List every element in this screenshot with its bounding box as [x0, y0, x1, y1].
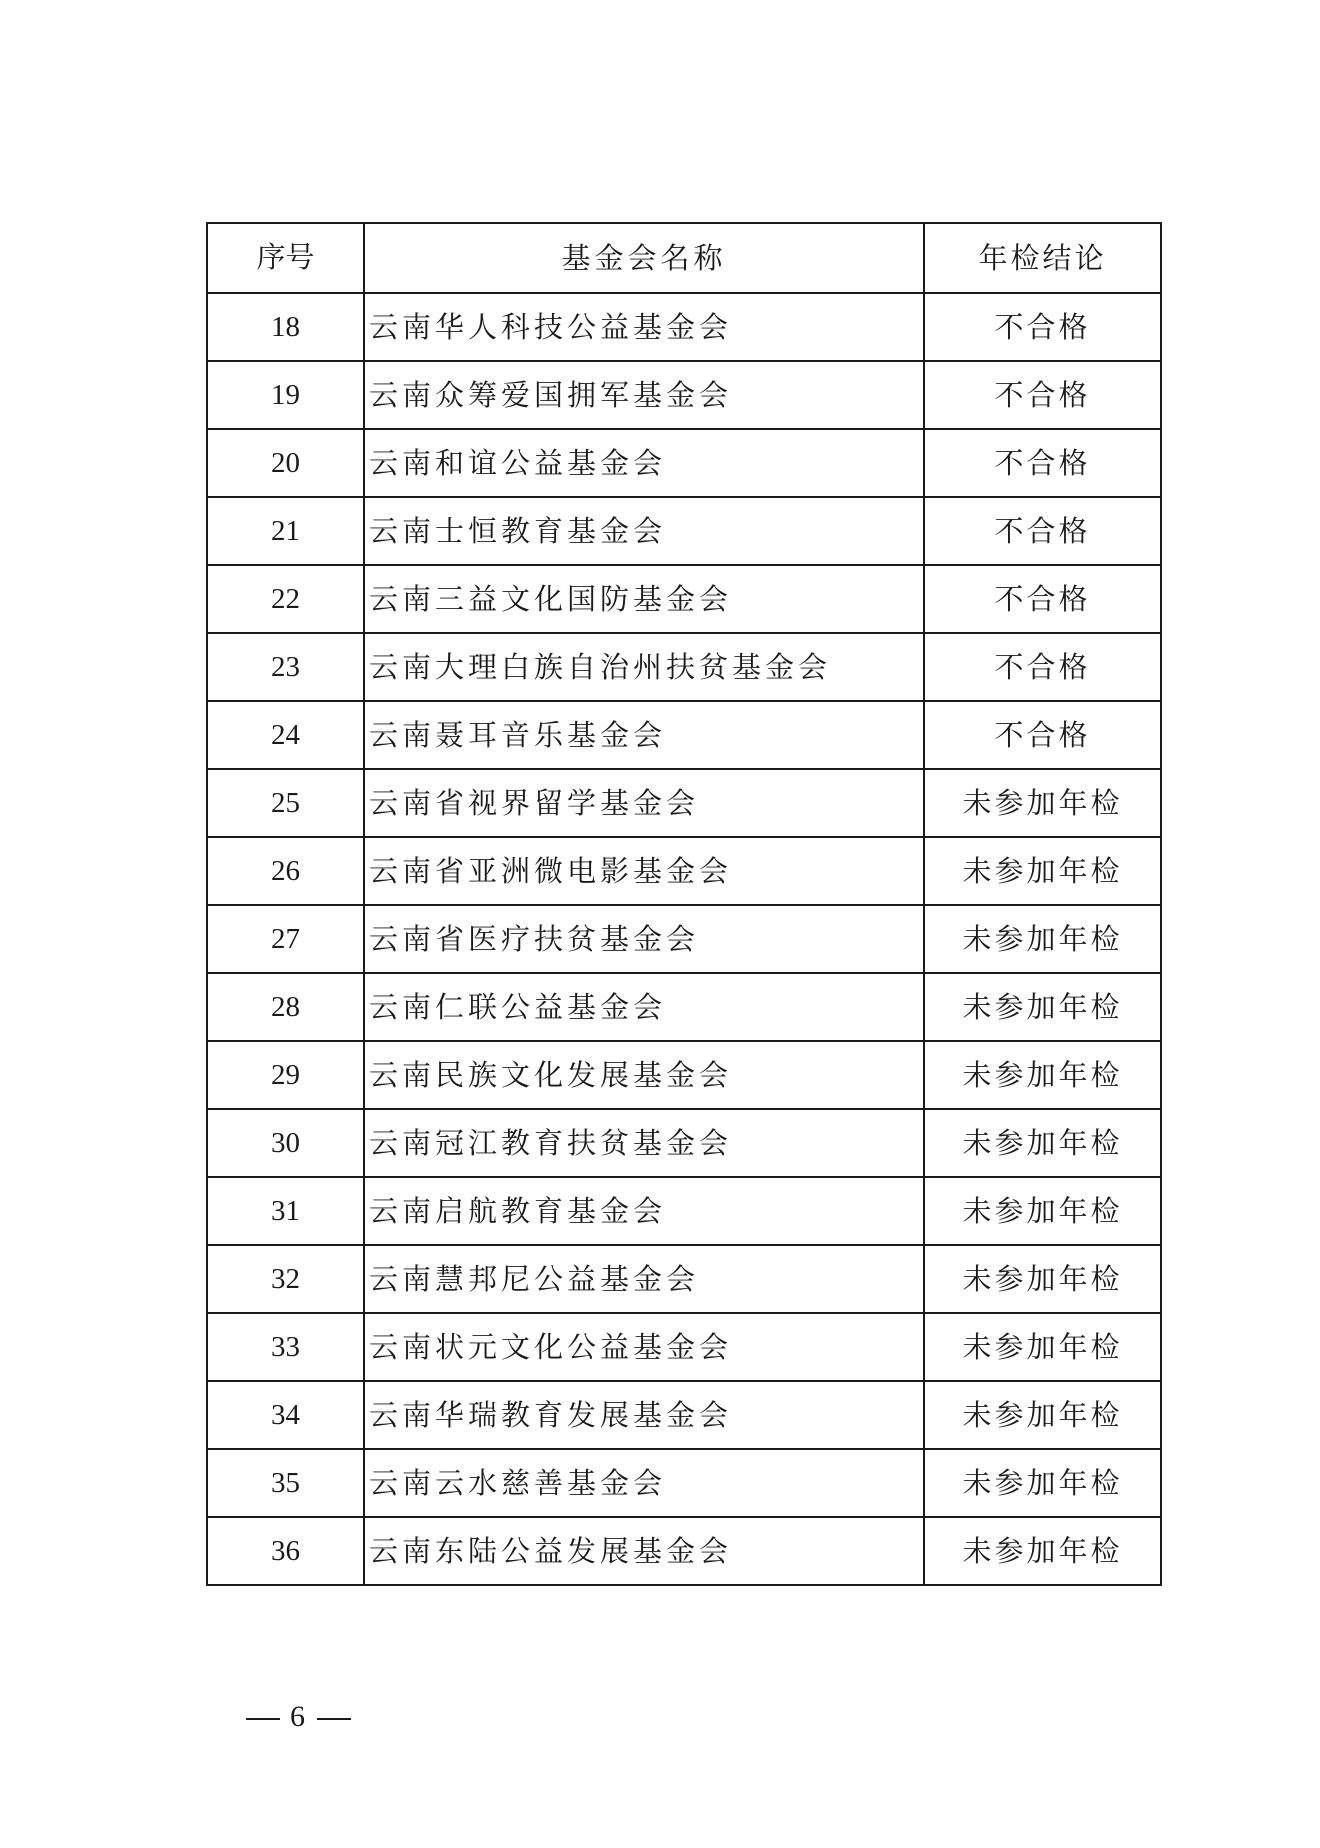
row-seq: 18	[207, 293, 364, 361]
row-name: 云南众筹爱国拥军基金会	[364, 361, 924, 429]
table-body	[207, 293, 1161, 1585]
row-seq: 24	[207, 701, 364, 769]
row-result: 未参加年检	[924, 1517, 1161, 1585]
row-seq: 32	[207, 1245, 364, 1313]
annual-inspection-table	[206, 222, 1162, 1586]
row-seq: 21	[207, 497, 364, 565]
row-name: 云南仁联公益基金会	[364, 973, 924, 1041]
table-row	[207, 1517, 1161, 1585]
row-result: 未参加年检	[924, 973, 1161, 1041]
row-result: 未参加年检	[924, 1177, 1161, 1245]
row-result: 未参加年检	[924, 1313, 1161, 1381]
row-seq: 31	[207, 1177, 364, 1245]
table-row	[207, 1381, 1161, 1449]
row-result: 未参加年检	[924, 837, 1161, 905]
row-name: 云南省视界留学基金会	[364, 769, 924, 837]
row-name: 云南华人科技公益基金会	[364, 293, 924, 361]
row-name: 云南和谊公益基金会	[364, 429, 924, 497]
page-number-value: 6	[290, 1700, 307, 1733]
row-name: 云南慧邦尼公益基金会	[364, 1245, 924, 1313]
row-seq: 28	[207, 973, 364, 1041]
row-result: 未参加年检	[924, 769, 1161, 837]
row-seq: 20	[207, 429, 364, 497]
row-result: 不合格	[924, 565, 1161, 633]
row-name: 云南士恒教育基金会	[364, 497, 924, 565]
table-row	[207, 1177, 1161, 1245]
row-seq: 30	[207, 1109, 364, 1177]
table-row	[207, 905, 1161, 973]
table-row	[207, 293, 1161, 361]
table-row	[207, 1313, 1161, 1381]
row-result: 未参加年检	[924, 1109, 1161, 1177]
row-seq: 29	[207, 1041, 364, 1109]
row-name: 云南启航教育基金会	[364, 1177, 924, 1245]
row-seq: 26	[207, 837, 364, 905]
table-row	[207, 1449, 1161, 1517]
row-seq: 36	[207, 1517, 364, 1585]
row-result: 不合格	[924, 633, 1161, 701]
row-seq: 25	[207, 769, 364, 837]
row-name: 云南省医疗扶贫基金会	[364, 905, 924, 973]
row-seq: 22	[207, 565, 364, 633]
row-result: 未参加年检	[924, 1041, 1161, 1109]
row-result: 不合格	[924, 361, 1161, 429]
row-seq: 23	[207, 633, 364, 701]
row-result: 不合格	[924, 701, 1161, 769]
row-name: 云南云水慈善基金会	[364, 1449, 924, 1517]
table-row	[207, 429, 1161, 497]
row-result: 未参加年检	[924, 1245, 1161, 1313]
row-seq: 33	[207, 1313, 364, 1381]
row-result: 未参加年检	[924, 1449, 1161, 1517]
table-row	[207, 973, 1161, 1041]
table-row	[207, 565, 1161, 633]
table-row	[207, 769, 1161, 837]
page-number	[236, 1700, 361, 1734]
row-name: 云南大理白族自治州扶贫基金会	[364, 633, 924, 701]
row-seq: 35	[207, 1449, 364, 1517]
table-row	[207, 1041, 1161, 1109]
page-number-dash-left	[246, 1718, 280, 1720]
row-result: 不合格	[924, 497, 1161, 565]
table-row	[207, 837, 1161, 905]
table-row	[207, 701, 1161, 769]
row-name: 云南状元文化公益基金会	[364, 1313, 924, 1381]
table-row	[207, 361, 1161, 429]
row-result: 未参加年检	[924, 905, 1161, 973]
row-seq: 19	[207, 361, 364, 429]
row-result: 未参加年检	[924, 1381, 1161, 1449]
page-number-dash-right	[317, 1718, 351, 1720]
row-name: 云南华瑞教育发展基金会	[364, 1381, 924, 1449]
table-header-row	[207, 223, 1161, 293]
row-name: 云南民族文化发展基金会	[364, 1041, 924, 1109]
header-name: 基金会名称	[364, 223, 924, 293]
table-row	[207, 1109, 1161, 1177]
row-name: 云南冠江教育扶贫基金会	[364, 1109, 924, 1177]
row-name: 云南省亚洲微电影基金会	[364, 837, 924, 905]
row-name: 云南三益文化国防基金会	[364, 565, 924, 633]
row-seq: 34	[207, 1381, 364, 1449]
row-result: 不合格	[924, 429, 1161, 497]
row-result: 不合格	[924, 293, 1161, 361]
row-seq: 27	[207, 905, 364, 973]
header-seq: 序号	[207, 223, 364, 293]
table-row	[207, 1245, 1161, 1313]
row-name: 云南聂耳音乐基金会	[364, 701, 924, 769]
header-result: 年检结论	[924, 223, 1161, 293]
table-row	[207, 497, 1161, 565]
table-row	[207, 633, 1161, 701]
row-name: 云南东陆公益发展基金会	[364, 1517, 924, 1585]
